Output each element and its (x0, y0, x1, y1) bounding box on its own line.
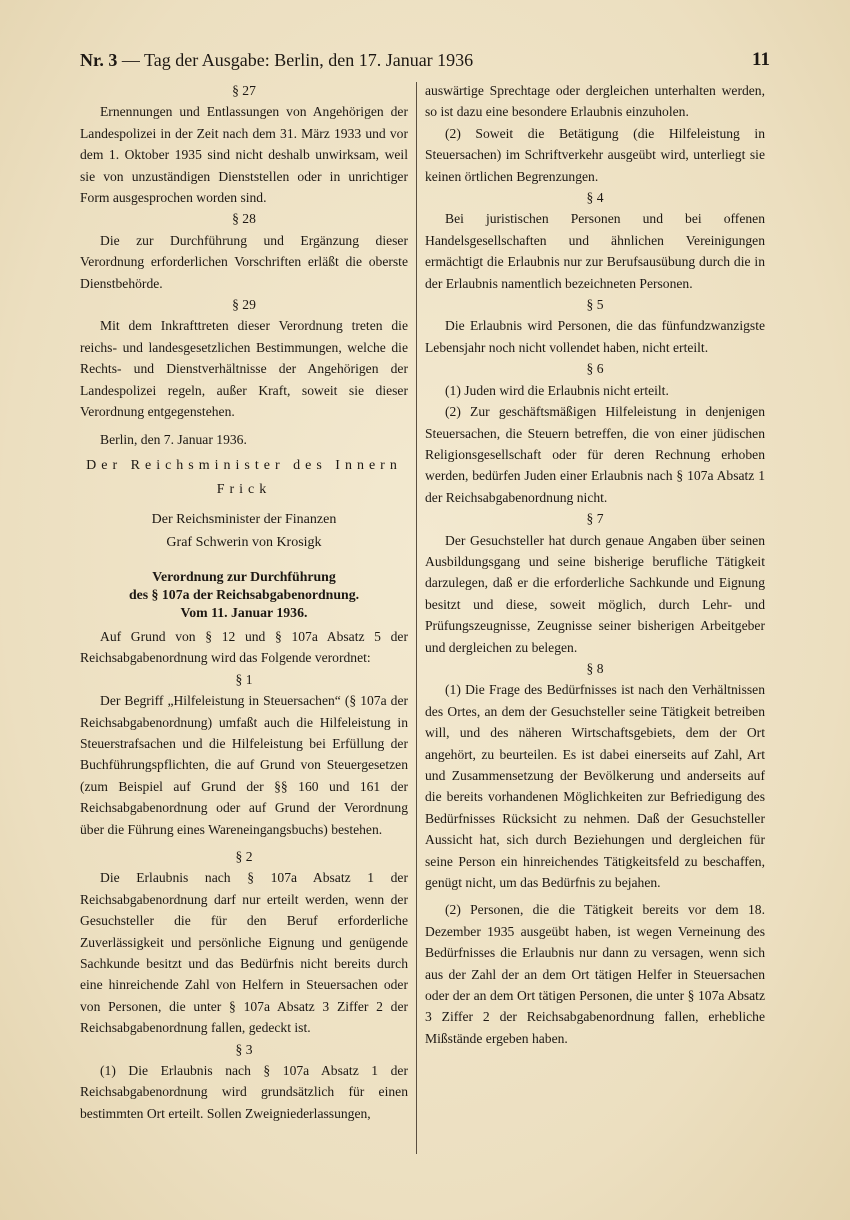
section-text: Mit dem Inkrafttreten dieser Verordnung treten die reichs- und landesgesetzlichen Bestimmungen, welche die Rechts- und Dienstverhältnisse der Angehörigen der Landespolizei regeln, außer Kraft, soweit sie dieser Verordnung entgegenstehen. (80, 318, 408, 420)
section-text: auswärtige Sprechtage oder dergleichen unterhalten werden, so ist dazu eine besondere Erlaubnis einzuholen. (425, 83, 765, 120)
section-heading: § 8 (586, 660, 604, 676)
section-heading: § 1 (235, 671, 253, 687)
section-heading: § 4 (586, 190, 604, 206)
section-text: (1) Die Erlaubnis nach § 107a Absatz 1 der Reichsabgabenordnung wird grundsätzlich für einen bestimmten Ort erteilt. Sollen Zweigniederlassungen, (80, 1063, 408, 1121)
section-heading: § 29 (232, 297, 256, 313)
section-heading: § 27 (232, 83, 256, 98)
section-text: Ernennungen und Entlassungen von Angehörigen der Landespolizei in der Zeit nach dem 31. März 1933 und vor dem 1. Oktober 1935 sind nicht deshalb unwirksam, weil sie von unzuständigen Dienststellen oder in unrichtiger Form ausgesprochen worden sind. (80, 104, 408, 206)
section-text: Der Gesuchsteller hat durch genaue Angaben über seinen Ausbildungsgang und seine bisherige berufliche Tätigkeit darzulegen, daß er die erforderliche Sachkunde und Eignung besitzt und diese, soweit möglich, durch Lehr- und Prüfungszeugnisse, Zeugnisse seiner bisherigen Arbeitgeber und dergleichen zu belegen. (425, 532, 765, 655)
section-text: (1) Juden wird die Erlaubnis nicht erteilt. (445, 382, 669, 398)
section-heading: § 5 (586, 297, 604, 313)
section-text: (1) Die Frage des Bedürfnisses ist nach den Verhältnissen des Ortes, an dem der Gesuchsteller seine Tätigkeit betreiben will, und des näheren Wirtschaftsgebiets, dem der Ort angehört, zu beurteilen. Es ist dabei einerseits auf Zahl, Art und Zusammensetzung der Bevölkerung und anderseits auf die bereits vorhandenen Möglichkeiten zur Befriedigung des Bedürfnisses Rücksicht zu nehmen. Daß der Gesuchsteller Aussicht hat, sich durch Beziehungen und dergleichen für seine Person ein hinreichendes Tätigkeitsfeld zu beschaffen, genügt nicht, um das Bedürfnis zu bejahen. (425, 682, 765, 891)
preamble: Auf Grund von § 12 und § 107a Absatz 5 der Reichsabgabenordnung wird das Folgende verordnet: (80, 628, 408, 666)
right-column (425, 80, 765, 1049)
signature-title: Der Reichsminister der Finanzen (151, 511, 337, 527)
ordinance-title-line: des § 107a der Reichsabgabenordnung. (128, 586, 360, 602)
left-column (80, 80, 408, 1124)
place-date: Berlin, den 7. Januar 1936. (100, 431, 247, 447)
section-heading: § 28 (232, 211, 256, 227)
section-text: (2) Zur geschäftsmäßigen Hilfeleistung in denjenigen Steuersachen, die Steuern betreffen, die von einer jüdischen Religionsgesellschaft oder für deren Rechnung erhoben werden, bedürfen Juden einer Erlaubnis nach § 107a Absatz 1 der Reichsabgabenordnung nicht. (425, 404, 765, 505)
ordinance-title (80, 568, 408, 622)
section-text: Die zur Durchführung und Ergänzung dieser Verordnung erforderlichen Vorschriften erläßt die oberste Dienstbehörde. (80, 232, 408, 291)
section-heading: § 6 (586, 361, 604, 377)
issue-number: Nr. 3 (80, 50, 118, 70)
signature-name: Graf Schwerin von Krosigk (166, 534, 322, 550)
section-text: Bei juristischen Personen und bei offenen Handelsgesellschaften und ähnlichen Vereinigungen ermächtigt die Erlaubnis nur zur Berufsausübung durch die in der Erlaubnis namentlich bezeichneten Personen. (425, 211, 765, 291)
section-text: Die Erlaubnis nach § 107a Absatz 1 der Reichsabgabenordnung darf nur erteilt werden, wenn der Gesuchsteller die für den Beruf erforderliche Zuverlässigkeit und persönliche Eignung und genügende Sachkunde besitzt und das Bedürfnis nicht bereits durch eine hinreichende Zahl von Helfern in Steuersachen oder von Personen, die unter § 107a Absatz 3 Ziffer 2 der Reichsabgabenordnung fallen, gedeckt ist. (80, 870, 408, 1036)
page-header (80, 47, 770, 73)
signature-name: Frick (216, 481, 272, 497)
ordinance-title-line: Verordnung zur Durchführung (152, 568, 336, 584)
section-heading: § 2 (235, 848, 253, 864)
signature-title: Der Reichsminister des Innern (86, 457, 402, 473)
section-text: (2) Personen, die die Tätigkeit bereits vor dem 18. Dezember 1935 ausgeübt haben, ist wegen Verneinung des Bedürfnisses die Erlaubnis nur dann zu versagen, wenn sich aus der Zahl der an dem Ort tätigen Helfer in Steuersachen oder der an dem Ort tätigen Personen, die unter § 107a Absatz 3 Ziffer 2 der Reichsabgabenordnung fallen, erhebliche Mißstände ergeben haben. (425, 902, 765, 1046)
section-text: (2) Soweit die Betätigung (die Hilfeleistung in Steuersachen) im Schriftverkehr ausgeübt wird, unterliegt sie keinen örtlichen Begrenzungen. (425, 125, 765, 184)
issue-date: — Tag der Ausgabe: Berlin, den 17. Januar 1936 (121, 50, 474, 70)
section-text: Die Erlaubnis wird Personen, die das fünfundzwanzigste Lebensjahr noch nicht vollendet haben, nicht erteilt. (425, 318, 765, 355)
section-text: Der Begriff „Hilfeleistung in Steuersachen“ (§ 107a der Reichsabgabenordnung) umfaßt auch die Hilfeleistung in Steuerstrafsachen und die Hilfeleistung bei Erfüllung der Buchführungspflichten, die auf Grund von Steuergesetzen (zum Beispiel auf Grund der §§ 160 und 161 der Reichsabgabenordnung oder auf Grund der Verordnung über die Führung eines Wareneingangsbuchs) bestehen. (80, 693, 408, 837)
section-heading: § 7 (586, 511, 604, 527)
section-heading: § 3 (235, 1041, 253, 1057)
ordinance-title-line: Vom 11. Januar 1936. (180, 604, 308, 620)
column-divider (416, 82, 417, 1154)
page-number: 11 (752, 49, 770, 70)
